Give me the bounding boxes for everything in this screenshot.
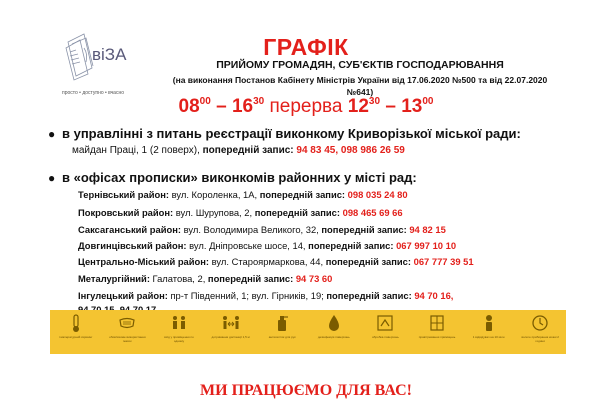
- open-hour: 08: [178, 96, 200, 117]
- district-appointment-label: попередній запис:: [254, 207, 341, 218]
- district-phones: 94 70 16,: [414, 290, 454, 301]
- district-row: [78, 256, 474, 267]
- district-address: вул. Короленка, 1А,: [171, 189, 258, 200]
- safety-rule-caption: провітрювання приміщень: [418, 335, 456, 339]
- safety-rule-caption: антисептик для рук: [268, 335, 296, 339]
- district-row: [78, 290, 453, 301]
- safety-rule-caption: обов'язкове використання масок: [109, 335, 146, 343]
- safety-rule-tile: [314, 310, 354, 354]
- queue-icon: [170, 314, 188, 332]
- safety-rule-tile: [56, 310, 96, 354]
- section2-heading: в «офісах прописки» виконкомів районних у місті рад:: [62, 170, 417, 185]
- section1-address: майдан Праці, 1 (2 поверх),: [72, 145, 200, 156]
- district-name: Інгулецький район:: [78, 290, 168, 301]
- section-district-offices: [48, 170, 417, 185]
- safety-rule-caption: дезінфекція поверхонь: [317, 335, 350, 339]
- district-address: вул. Дніпровське шосе, 14,: [189, 240, 306, 251]
- district-appointment-label: попередній запис:: [325, 256, 412, 267]
- district-name: Саксаганський район:: [78, 224, 182, 235]
- safety-rule-tile: [262, 310, 302, 354]
- legal-line-2: №641): [346, 87, 374, 97]
- district-address: вул. Шурупова, 2,: [175, 207, 253, 218]
- logo-tagline: просто • доступно • вчасно: [62, 90, 124, 96]
- district-row: [78, 207, 403, 218]
- district-row: [78, 189, 408, 200]
- spray-icon: [273, 314, 291, 332]
- safety-rule-caption: дотримання дистанції 1,5 м: [211, 335, 250, 339]
- district-row: [78, 273, 332, 284]
- district-appointment-label: попередній запис:: [326, 290, 412, 301]
- district-address: вул. Староярмаркова, 44,: [211, 256, 324, 267]
- district-row: [78, 240, 456, 251]
- district-address: Галатова, 2,: [152, 273, 206, 284]
- safety-rule-tile: [211, 310, 251, 354]
- safety-rule-caption: 1 відвідувач на 10 кв.м: [472, 335, 505, 339]
- district-row: [78, 224, 446, 235]
- safety-rules-strip: [50, 310, 566, 354]
- break-label: перерва: [269, 96, 343, 117]
- section1-heading: в управлінні з питань реєстрації виконкому Криворізької міської ради:: [62, 126, 521, 141]
- district-phones: 067 777 39 51: [413, 256, 474, 267]
- close-hour: 16: [231, 96, 254, 117]
- safety-rule-tile: [417, 310, 457, 354]
- district-name: Металургійний:: [78, 273, 150, 284]
- section1-phones: 94 83 45, 098 986 26 59: [296, 145, 405, 156]
- section1-address-line: [72, 145, 405, 156]
- footer-slogan: МИ ПРАЦЮЄМО ДЛЯ ВАС!: [200, 382, 412, 399]
- district-phones: 94 73 60: [295, 273, 333, 284]
- bullet-icon: ●: [48, 171, 56, 185]
- logo-text: віЗА: [92, 45, 127, 64]
- district-name: Центрально-Міський район:: [78, 256, 210, 267]
- break-end-hour: 13: [401, 96, 423, 117]
- person-icon: [480, 314, 498, 332]
- district-address: вул. Володимира Великого, 32,: [183, 224, 319, 235]
- district-appointment-label: попередній запис:: [207, 273, 294, 284]
- break-dash: –: [385, 96, 396, 117]
- district-phones: 098 035 24 80: [347, 189, 408, 200]
- safety-rule-caption: вхід у приміщення по одному: [164, 335, 194, 343]
- subtitle: ПРИЙОМУ ГРОМАДЯН, СУБ'ЄКТІВ ГОСПОДАРЮВАННЯ: [216, 59, 504, 71]
- district-phones: 098 465 69 66: [342, 207, 403, 218]
- district-name: Довгинцівський район:: [78, 240, 187, 251]
- district-name: Тернівський район:: [78, 189, 170, 200]
- legal-reference: [150, 74, 570, 98]
- clock-icon: [531, 314, 549, 332]
- safety-rule-caption: вологе прибирання кожні 2 години: [521, 335, 559, 343]
- mask-icon: [118, 314, 136, 332]
- safety-rule-tile: [520, 310, 560, 354]
- disinfection-icon: [376, 314, 394, 332]
- thermometer-icon: [67, 314, 85, 332]
- safety-rule-tile: [365, 310, 405, 354]
- distance-icon: [222, 314, 240, 332]
- break-start-minute: 30: [368, 96, 381, 107]
- page-title: ГРАФІК: [263, 34, 349, 60]
- ventilation-icon: [428, 314, 446, 332]
- district-phones: 067 997 10 10: [396, 240, 457, 251]
- district-name: Покровський район:: [78, 207, 174, 218]
- safety-rule-caption: обробка поверхонь: [371, 335, 399, 339]
- legal-line-1: (на виконання Постанов Кабінету Міністрів України від 17.06.2020 №500 та від 22.07.2020: [172, 75, 548, 85]
- section-registration-office: [48, 126, 521, 141]
- district-appointment-label: попередній запис:: [308, 240, 394, 251]
- break-end-minute: 00: [422, 96, 434, 107]
- sanitizer-icon: [325, 314, 343, 332]
- district-appointment-label: попередній запис:: [321, 224, 407, 235]
- bullet-icon: ●: [48, 127, 56, 141]
- safety-rule-caption: температурний скринінг: [59, 335, 93, 339]
- section1-appointment-label: попередній запис:: [202, 145, 294, 156]
- safety-rule-tile: [107, 310, 147, 354]
- open-minute: 00: [199, 96, 211, 107]
- hours-dash: –: [216, 96, 227, 117]
- close-minute: 30: [253, 96, 265, 107]
- safety-rule-tile: [159, 310, 199, 354]
- district-appointment-label: попередній запис:: [259, 189, 346, 200]
- break-start-hour: 12: [347, 96, 369, 117]
- district-phones: 94 82 15: [409, 224, 446, 235]
- working-hours: [0, 96, 612, 118]
- district-address: пр-т Південний, 1; вул. Гірників, 19;: [170, 290, 324, 301]
- safety-rule-tile: [469, 310, 509, 354]
